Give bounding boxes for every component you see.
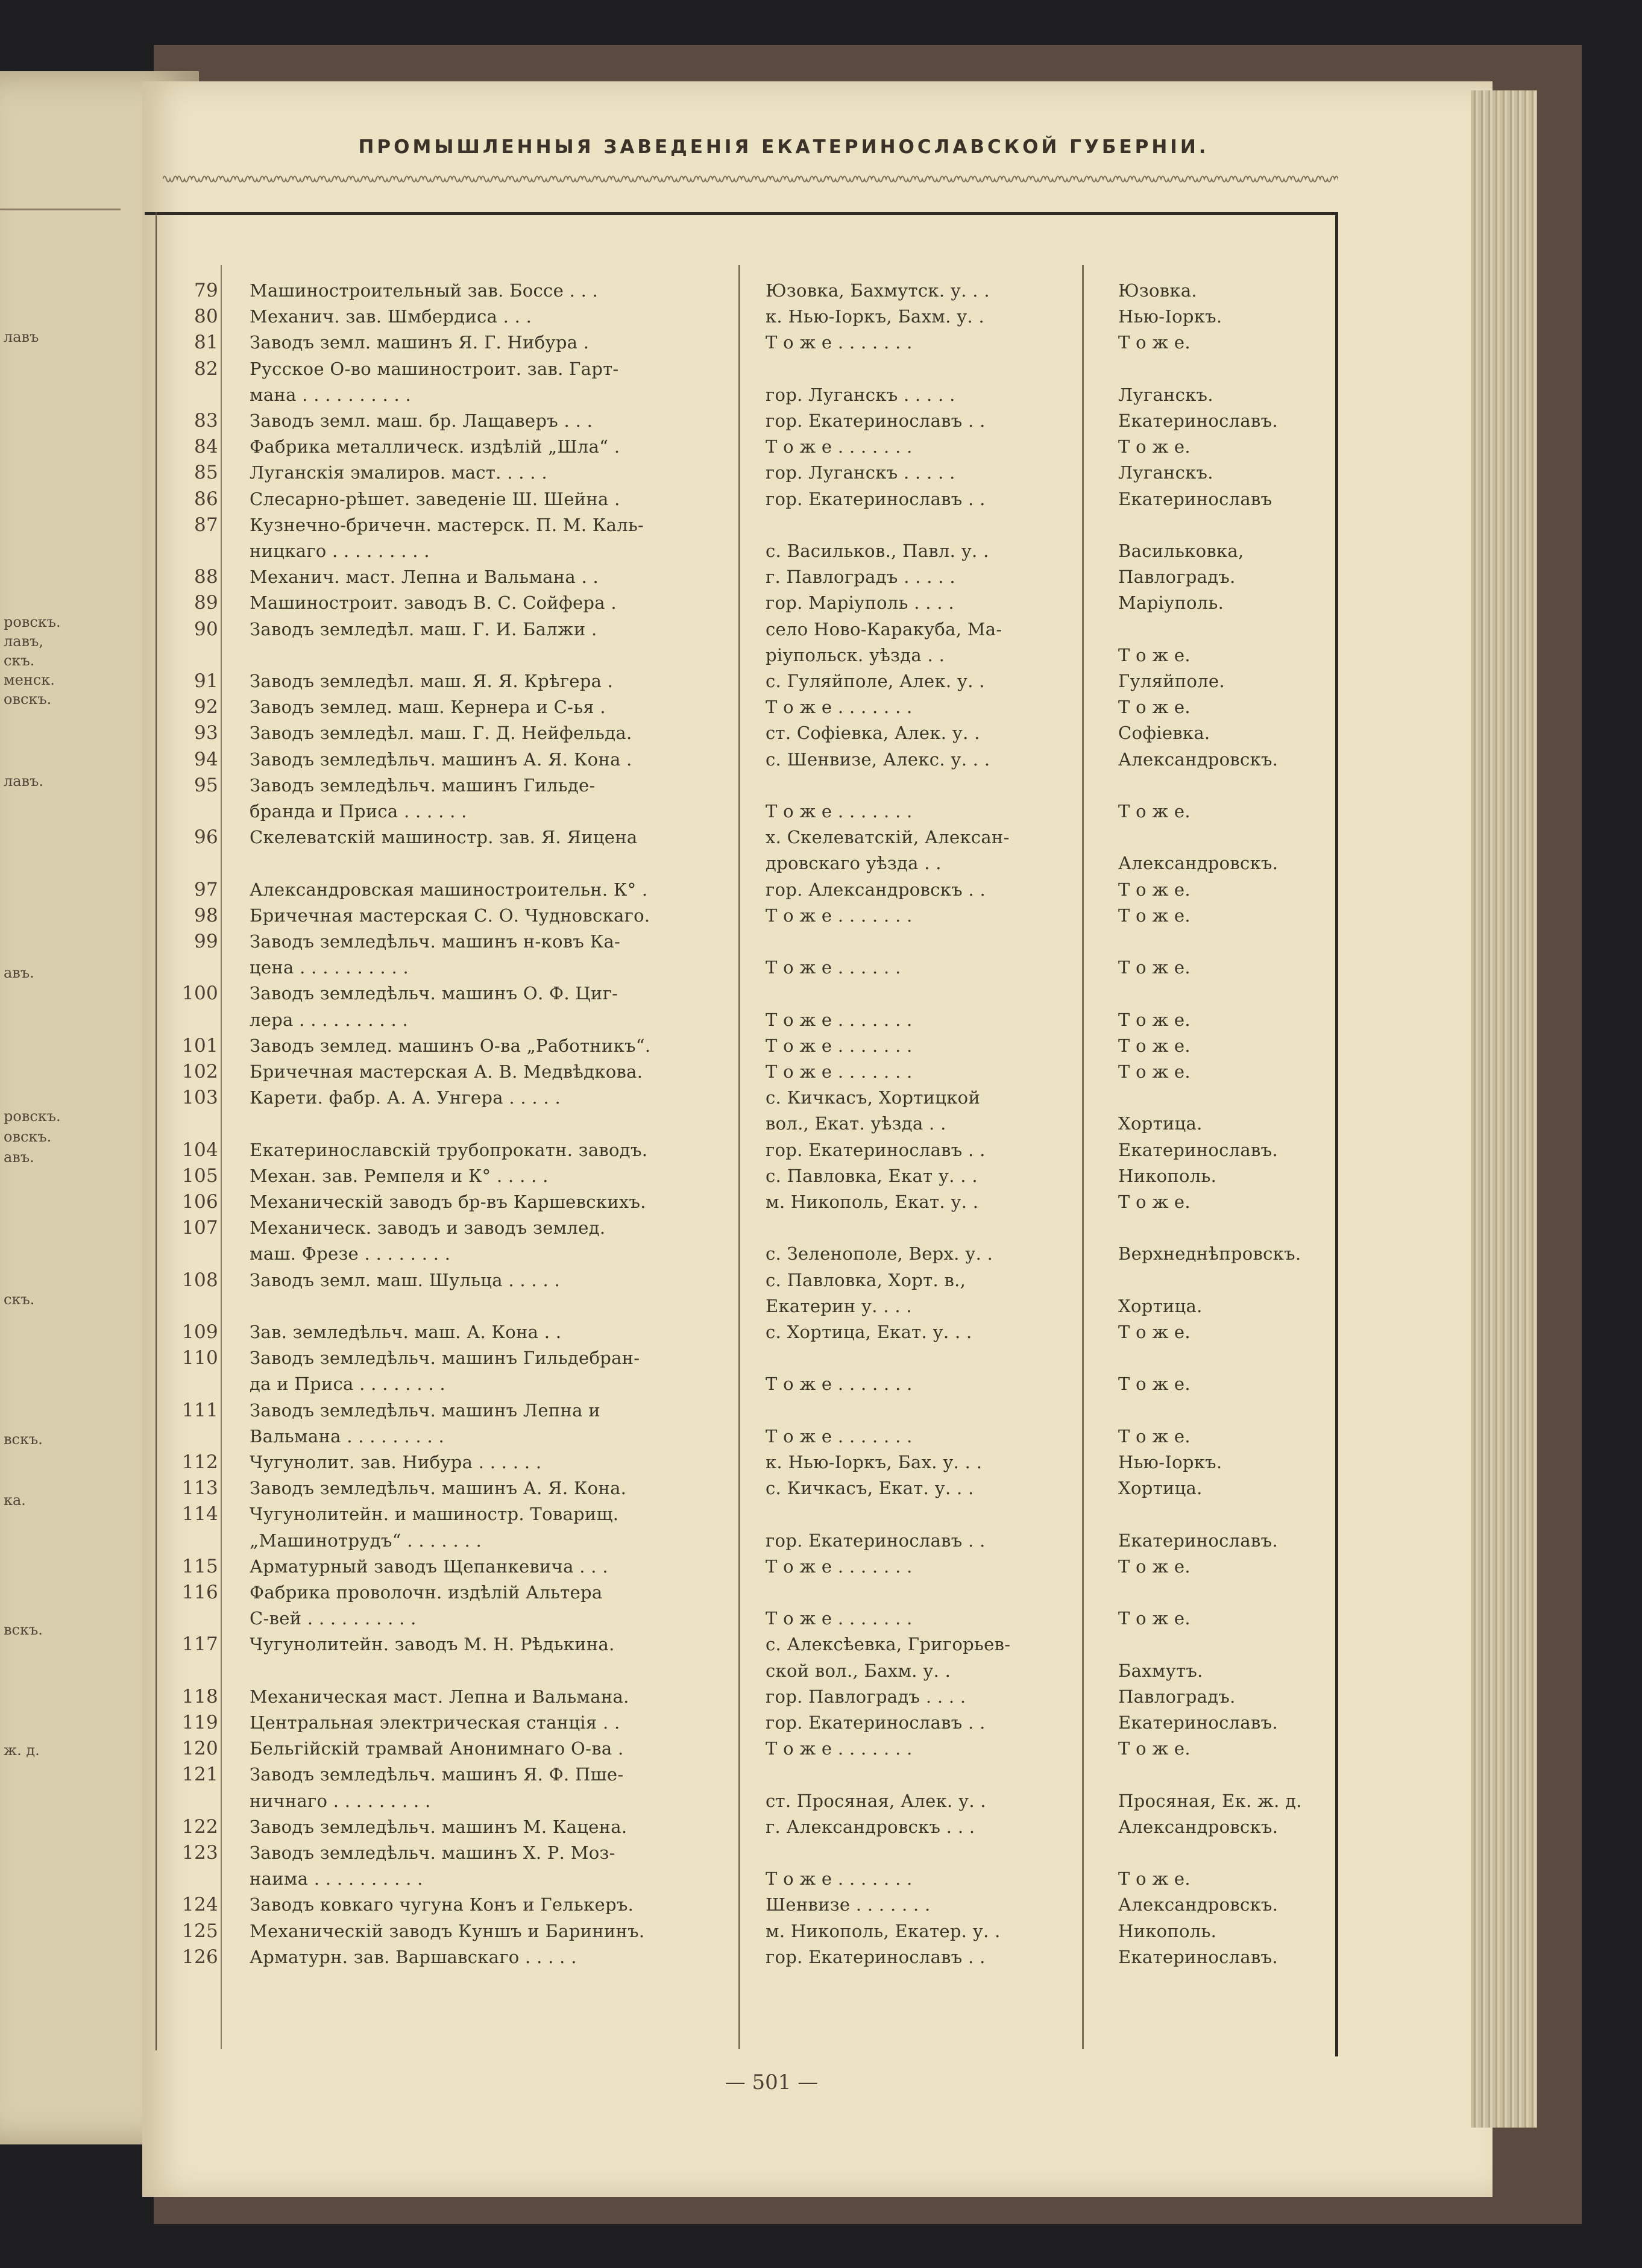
location: с. Шенвизе, Алекс. у. . . bbox=[766, 749, 990, 770]
location: Т о ж е . . . . . . . bbox=[766, 1608, 913, 1629]
enterprise-name: Чугунолит. зав. Нибура . . . . . . bbox=[250, 1452, 542, 1472]
location: гор. Екатеринославъ . . bbox=[766, 489, 986, 509]
entry-number: 118 bbox=[181, 1686, 218, 1707]
left-page-rule bbox=[0, 209, 121, 210]
left-page-fragment: авъ. bbox=[4, 964, 34, 981]
left-page-fragment: скъ. bbox=[4, 652, 35, 669]
location: с. Васильков., Павл. у. . bbox=[766, 541, 989, 561]
enterprise-name: наима . . . . . . . . . . bbox=[250, 1868, 423, 1889]
post-office: Т о ж е. bbox=[1118, 332, 1191, 353]
post-office: Хортица. bbox=[1118, 1296, 1203, 1316]
post-office: Александровскъ. bbox=[1118, 749, 1279, 770]
post-office: Никополь. bbox=[1118, 1921, 1217, 1941]
enterprise-name: Центральная электрическая станція . . bbox=[250, 1712, 620, 1733]
location: г. Александровскъ . . . bbox=[766, 1817, 975, 1837]
location: Т о ж е . . . . . . . bbox=[766, 1868, 913, 1889]
entry-number: 119 bbox=[181, 1712, 218, 1733]
entry-number: 89 bbox=[193, 592, 218, 614]
left-page-fragment: скъ. bbox=[4, 1291, 35, 1308]
location: х. Скелеватскій, Алексан- bbox=[766, 827, 1010, 847]
entry-number: 110 bbox=[181, 1347, 218, 1369]
location: к. Нью-Іоркъ, Бах. у. . . bbox=[766, 1452, 983, 1472]
post-office: Луганскъ. bbox=[1118, 462, 1213, 483]
enterprise-name: Заводъ земледѣл. маш. Г. Д. Нейфельда. bbox=[250, 723, 632, 743]
post-office: Т о ж е. bbox=[1118, 1322, 1191, 1342]
location: с. Хортица, Екат. у. . . bbox=[766, 1322, 972, 1342]
enterprise-name: Заводъ земл. маш. Шульца . . . . . bbox=[250, 1270, 560, 1290]
entry-number: 82 bbox=[193, 358, 218, 380]
location: ской вол., Бахм. у. . bbox=[766, 1660, 951, 1681]
location: Т о ж е . . . . . . . bbox=[766, 801, 913, 821]
post-office: Васильковка, bbox=[1118, 541, 1244, 561]
left-page-fragment: ка. bbox=[4, 1492, 26, 1509]
enterprise-name: Бричечная мастерская А. В. Медвѣдкова. bbox=[250, 1061, 643, 1082]
left-page-fragment: вскъ. bbox=[4, 1621, 43, 1638]
column-divider-location bbox=[738, 265, 740, 2049]
entry-number: 113 bbox=[181, 1477, 218, 1499]
post-office: Т о ж е. bbox=[1118, 1010, 1191, 1030]
post-office: Т о ж е. bbox=[1118, 1035, 1191, 1056]
enterprise-name: Кузнечно-бричечн. мастерск. П. М. Каль- bbox=[250, 515, 644, 535]
location: Екатерин у. . . . bbox=[766, 1296, 912, 1316]
post-office: Т о ж е. bbox=[1118, 1061, 1191, 1082]
location: гор. Екатеринославъ . . bbox=[766, 1140, 986, 1160]
table-top-rule bbox=[145, 212, 1335, 215]
location: Юзовка, Бахмутск. у. . . bbox=[766, 280, 990, 301]
location: г. Павлоградъ . . . . . bbox=[766, 567, 955, 587]
left-page-fragment: ровскъ. bbox=[4, 614, 61, 630]
enterprise-name: Заводъ земледѣльч. машинъ А. Я. Кона. bbox=[250, 1478, 627, 1498]
post-office: Верхнеднѣпровскъ. bbox=[1118, 1243, 1301, 1264]
post-office: Екатеринославъ bbox=[1118, 489, 1272, 509]
location: Т о ж е . . . . . . . bbox=[766, 436, 913, 457]
entry-number: 85 bbox=[193, 462, 218, 483]
location: Т о ж е . . . . . . . bbox=[766, 1061, 913, 1082]
post-office: Т о ж е. bbox=[1118, 436, 1191, 457]
left-page-fragment: авъ. bbox=[4, 1149, 34, 1166]
enterprise-name: Зав. земледѣльч. маш. А. Кона . . bbox=[250, 1322, 562, 1342]
post-office: Т о ж е. bbox=[1118, 905, 1191, 926]
enterprise-name: бранда и Приса . . . . . . bbox=[250, 801, 467, 821]
entry-number: 101 bbox=[181, 1035, 218, 1057]
enterprise-name: Заводъ земледѣльч. машинъ Х. Р. Моз- bbox=[250, 1842, 615, 1863]
post-office: Александровскъ. bbox=[1118, 853, 1279, 873]
enterprise-name: Машиностроит. заводъ В. С. Сойфера . bbox=[250, 592, 617, 613]
enterprise-name: цена . . . . . . . . . . bbox=[250, 957, 409, 978]
location: Т о ж е . . . . . . . bbox=[766, 1556, 913, 1577]
enterprise-name: ницкаго . . . . . . . . . bbox=[250, 541, 430, 561]
left-page-fragment: ровскъ. bbox=[4, 1108, 61, 1125]
enterprise-name: Заводъ земледѣл. маш. Я. Я. Крѣгера . bbox=[250, 671, 614, 691]
location: гор. Луганскъ . . . . . bbox=[766, 462, 955, 483]
enterprise-name: да и Приса . . . . . . . . bbox=[250, 1374, 445, 1394]
enterprise-name: Заводъ земледѣльч. машинъ Лепна и bbox=[250, 1400, 600, 1421]
location: с. Кичкасъ, Екат. у. . . bbox=[766, 1478, 974, 1498]
enterprise-name: Заводъ ковкаго чугуна Конъ и Гелькеръ. bbox=[250, 1894, 634, 1915]
post-office: Хортица. bbox=[1118, 1113, 1203, 1134]
post-office: Луганскъ. bbox=[1118, 385, 1213, 405]
entry-number: 92 bbox=[193, 696, 218, 718]
enterprise-name: Заводъ земледѣл. маш. Г. И. Балжи . bbox=[250, 619, 597, 639]
entry-number: 96 bbox=[193, 826, 218, 848]
left-page-fragment: вскъ. bbox=[4, 1431, 43, 1448]
location: гор. Екатеринославъ . . bbox=[766, 1530, 986, 1551]
post-office: Просяная, Ек. ж. д. bbox=[1118, 1791, 1302, 1811]
entry-number: 86 bbox=[193, 488, 218, 510]
location: с. Алексѣевка, Григорьев- bbox=[766, 1634, 1011, 1654]
post-office: Нью-Іоркъ. bbox=[1118, 1452, 1222, 1472]
enterprise-name: Фабрика металлическ. издѣлій „Шла“ . bbox=[250, 436, 620, 457]
entry-number: 91 bbox=[193, 670, 218, 692]
enterprise-name: Заводъ земледѣльч. машинъ Гильдебран- bbox=[250, 1348, 640, 1368]
post-office: Александровскъ. bbox=[1118, 1894, 1279, 1915]
post-office: Софіевка. bbox=[1118, 723, 1210, 743]
post-office: Павлоградъ. bbox=[1118, 567, 1236, 587]
enterprise-name: Скелеватскій машиностр. зав. Я. Яицена bbox=[250, 827, 638, 847]
entry-number: 88 bbox=[193, 566, 218, 588]
entry-number: 116 bbox=[181, 1582, 218, 1603]
enterprise-name: Механич. маст. Лепна и Вальмана . . bbox=[250, 567, 599, 587]
enterprise-name: Заводъ земл. маш. бр. Лащаверъ . . . bbox=[250, 410, 593, 431]
entry-number: 94 bbox=[193, 749, 218, 770]
location: Т о ж е . . . . . . . bbox=[766, 1010, 913, 1030]
entry-number: 114 bbox=[181, 1503, 218, 1525]
post-office: Маріуполь. bbox=[1118, 592, 1224, 613]
post-office: Т о ж е. bbox=[1118, 879, 1191, 900]
location: с. Гуляйполе, Алек. у. . bbox=[766, 671, 985, 691]
entry-number: 98 bbox=[193, 905, 218, 926]
entry-number: 79 bbox=[193, 280, 218, 301]
location: Т о ж е . . . . . . . bbox=[766, 1035, 913, 1056]
location: гор. Екатеринославъ . . bbox=[766, 1712, 986, 1733]
enterprise-name: Механическій заводъ Куншъ и Барининъ. bbox=[250, 1921, 645, 1941]
entry-number: 100 bbox=[181, 982, 218, 1004]
entry-number: 103 bbox=[181, 1087, 218, 1108]
entry-number: 124 bbox=[181, 1894, 218, 1915]
enterprise-name: Заводъ земледѣльч. машинъ н-ковъ Ка- bbox=[250, 931, 621, 952]
entry-number: 121 bbox=[181, 1764, 218, 1785]
enterprise-name: Механическая маст. Лепна и Вальмана. bbox=[250, 1686, 629, 1707]
enterprise-name: Арматурн. зав. Варшавскаго . . . . . bbox=[250, 1947, 577, 1967]
enterprise-name: Заводъ земледѣльч. машинъ Гильде- bbox=[250, 775, 596, 796]
entry-number: 102 bbox=[181, 1061, 218, 1082]
location: ст. Просяная, Алек. у. . bbox=[766, 1791, 986, 1811]
location: с. Зеленополе, Верх. у. . bbox=[766, 1243, 993, 1264]
left-page-fragment: лавъ, bbox=[4, 633, 43, 650]
left-page-fragment: овскъ. bbox=[4, 691, 52, 708]
location: с. Павловка, Хорт. в., bbox=[766, 1270, 966, 1290]
location: Т о ж е . . . . . . . bbox=[766, 905, 913, 926]
post-office: Т о ж е. bbox=[1118, 957, 1191, 978]
entry-number: 108 bbox=[181, 1269, 218, 1291]
post-office: Александровскъ. bbox=[1118, 1817, 1279, 1837]
location: Т о ж е . . . . . . . bbox=[766, 1374, 913, 1394]
entry-number: 90 bbox=[193, 618, 218, 640]
post-office: Екатеринославъ. bbox=[1118, 410, 1278, 431]
post-office: Т о ж е. bbox=[1118, 1374, 1191, 1394]
location: м. Никополь, Екат. у. . bbox=[766, 1192, 979, 1212]
location: ст. Софіевка, Алек. у. . bbox=[766, 723, 980, 743]
location: м. Никополь, Екатер. у. . bbox=[766, 1921, 1001, 1941]
enterprise-name: Механическ. заводъ и заводъ землед. bbox=[250, 1217, 606, 1238]
location: дровскаго уѣзда . . bbox=[766, 853, 942, 873]
location: с. Павловка, Екат у. . . bbox=[766, 1166, 978, 1186]
enterprise-name: Карети. фабр. А. А. Унгера . . . . . bbox=[250, 1087, 561, 1108]
post-office: Никополь. bbox=[1118, 1166, 1217, 1186]
enterprise-name: мана . . . . . . . . . . bbox=[250, 385, 412, 405]
enterprise-name: Арматурный заводъ Щепанкевича . . . bbox=[250, 1556, 608, 1577]
entry-number: 123 bbox=[181, 1842, 218, 1864]
post-office: Гуляйполе. bbox=[1118, 671, 1225, 691]
entry-number: 105 bbox=[181, 1165, 218, 1187]
location: Шенвизе . . . . . . . bbox=[766, 1894, 931, 1915]
enterprise-name: ничнаго . . . . . . . . . bbox=[250, 1791, 431, 1811]
left-page-fragment: менск. bbox=[4, 671, 55, 688]
location: гор. Маріуполь . . . . bbox=[766, 592, 954, 613]
entry-number: 81 bbox=[193, 331, 218, 353]
enterprise-name: Заводъ землед. машинъ О-ва „Работникъ“. bbox=[250, 1035, 651, 1056]
entry-number: 97 bbox=[193, 879, 218, 900]
left-page-fragment: лавъ. bbox=[4, 773, 43, 790]
entry-number: 107 bbox=[181, 1217, 218, 1239]
post-office: Т о ж е. bbox=[1118, 1608, 1191, 1629]
column-divider-post bbox=[1082, 265, 1084, 2049]
enterprise-name: Чугунолитейн. и машиностр. Товарищ. bbox=[250, 1504, 619, 1524]
post-office: Т о ж е. bbox=[1118, 645, 1191, 665]
entry-number: 106 bbox=[181, 1191, 218, 1213]
location: гор. Луганскъ . . . . . bbox=[766, 385, 955, 405]
location: вол., Екат. уѣзда . . bbox=[766, 1113, 946, 1134]
enterprise-name: Заводъ земл. машинъ Я. Г. Нибура . bbox=[250, 332, 590, 353]
post-office: Юзовка. bbox=[1118, 280, 1197, 301]
enterprise-name: С-вей . . . . . . . . . . bbox=[250, 1608, 417, 1629]
location: Т о ж е . . . . . . bbox=[766, 957, 901, 978]
post-office: Т о ж е. bbox=[1118, 801, 1191, 821]
enterprise-name: Луганскія эмалиров. маст. . . . . bbox=[250, 462, 547, 483]
post-office: Т о ж е. bbox=[1118, 1426, 1191, 1447]
entry-number: 125 bbox=[181, 1920, 218, 1942]
enterprise-name: Вальмана . . . . . . . . . bbox=[250, 1426, 445, 1447]
entry-number: 80 bbox=[193, 306, 218, 327]
table-left-rule bbox=[156, 212, 157, 2050]
enterprise-name: маш. Фрезе . . . . . . . . bbox=[250, 1243, 451, 1264]
enterprise-name: Слесарно-рѣшет. заведеніе Ш. Шейна . bbox=[250, 489, 620, 509]
post-office: Т о ж е. bbox=[1118, 1556, 1191, 1577]
location: ріупольск. уѣзда . . bbox=[766, 645, 945, 665]
entry-number: 95 bbox=[193, 774, 218, 796]
location: Т о ж е . . . . . . . bbox=[766, 1738, 913, 1759]
enterprise-name: Екатеринославскій трубопрокатн. заводъ. bbox=[250, 1140, 648, 1160]
enterprise-name: „Машинотрудъ“ . . . . . . . bbox=[250, 1530, 482, 1551]
location: с. Кичкасъ, Хортицкой bbox=[766, 1087, 981, 1108]
post-office: Т о ж е. bbox=[1118, 697, 1191, 717]
post-office: Хортица. bbox=[1118, 1478, 1203, 1498]
post-office: Екатеринославъ. bbox=[1118, 1530, 1278, 1551]
page-edges bbox=[1471, 90, 1537, 2128]
post-office: Нью-Іоркъ. bbox=[1118, 306, 1222, 327]
post-office: Екатеринославъ. bbox=[1118, 1712, 1278, 1733]
left-page-fragment: лавъ bbox=[4, 328, 39, 345]
entry-number: 112 bbox=[181, 1451, 218, 1473]
post-office: Т о ж е. bbox=[1118, 1192, 1191, 1212]
entry-number: 87 bbox=[193, 514, 218, 536]
entry-number: 122 bbox=[181, 1816, 218, 1838]
enterprise-name: лера . . . . . . . . . . bbox=[250, 1010, 409, 1030]
left-page-fragment: овскъ. bbox=[4, 1128, 52, 1145]
post-office: Екатеринославъ. bbox=[1118, 1140, 1278, 1160]
entry-number: 126 bbox=[181, 1946, 218, 1968]
entry-number: 83 bbox=[193, 410, 218, 432]
enterprise-name: Бельгійскій трамвай Анонимнаго О-ва . bbox=[250, 1738, 624, 1759]
post-office: Т о ж е. bbox=[1118, 1738, 1191, 1759]
entry-number: 109 bbox=[181, 1321, 218, 1343]
enterprise-name: Заводъ землед. маш. Кернера и С-ья . bbox=[250, 697, 606, 717]
entry-number: 93 bbox=[193, 722, 218, 744]
entry-number: 99 bbox=[193, 931, 218, 952]
entry-number: 120 bbox=[181, 1738, 218, 1759]
location: гор. Екатеринославъ . . bbox=[766, 410, 986, 431]
table-right-rule bbox=[1335, 212, 1338, 2056]
enterprise-name: Механ. зав. Ремпеля и К° . . . . . bbox=[250, 1166, 549, 1186]
post-office: Екатеринославъ. bbox=[1118, 1947, 1278, 1967]
enterprise-name: Заводъ земледѣльч. машинъ Я. Ф. Пше- bbox=[250, 1764, 624, 1785]
left-page-fragment: ж. д. bbox=[4, 1742, 40, 1759]
entry-number: 115 bbox=[181, 1556, 218, 1577]
enterprise-name: Заводъ земледѣльч. машинъ М. Кацена. bbox=[250, 1817, 628, 1837]
enterprise-name: Фабрика проволочн. издѣлій Альтера bbox=[250, 1582, 603, 1603]
post-office: Бахмутъ. bbox=[1118, 1660, 1203, 1681]
location: Т о ж е . . . . . . . bbox=[766, 1426, 913, 1447]
enterprise-name: Заводъ земледѣльч. машинъ А. Я. Кона . bbox=[250, 749, 632, 770]
enterprise-name: Заводъ земледѣльч. машинъ О. Ф. Циг- bbox=[250, 983, 618, 1004]
post-office: Т о ж е. bbox=[1118, 1868, 1191, 1889]
entry-number: 111 bbox=[181, 1399, 218, 1421]
enterprise-name: Механическій заводъ бр-въ Каршевскихъ. bbox=[250, 1192, 646, 1212]
location: гор. Екатеринославъ . . bbox=[766, 1947, 986, 1967]
location: гор. Александровскъ . . bbox=[766, 879, 986, 900]
wavy-rule bbox=[163, 170, 1338, 188]
entry-number: 84 bbox=[193, 436, 218, 457]
enterprise-name: Русское О-во машиностроит. зав. Гарт- bbox=[250, 359, 619, 379]
location: село Ново-Каракуба, Ма- bbox=[766, 619, 1002, 639]
location: Т о ж е . . . . . . . bbox=[766, 332, 913, 353]
location: к. Нью-Іоркъ, Бахм. у. . bbox=[766, 306, 985, 327]
enterprise-name: Бричечная мастерская С. О. Чудновскаго. bbox=[250, 905, 650, 926]
location: гор. Павлоградъ . . . . bbox=[766, 1686, 966, 1707]
location: Т о ж е . . . . . . . bbox=[766, 697, 913, 717]
enterprise-name: Александровская машиностроительн. К° . bbox=[250, 879, 648, 900]
page-number: — 501 — bbox=[725, 2070, 819, 2094]
enterprise-name: Машиностроительный зав. Боссе . . . bbox=[250, 280, 599, 301]
enterprise-name: Чугунолитейн. заводъ М. Н. Рѣдькина. bbox=[250, 1634, 615, 1654]
post-office: Павлоградъ. bbox=[1118, 1686, 1236, 1707]
enterprise-name: Механич. зав. Шмбердиса . . . bbox=[250, 306, 532, 327]
entry-number: 104 bbox=[181, 1139, 218, 1161]
column-divider-number bbox=[221, 265, 222, 2049]
entry-number: 117 bbox=[181, 1633, 218, 1655]
page-header: ПРОМЫШЛЕННЫЯ ЗАВЕДЕНІЯ ЕКАТЕРИНОСЛАВСКОЙ ГУБЕРНІИ. bbox=[358, 136, 1209, 158]
